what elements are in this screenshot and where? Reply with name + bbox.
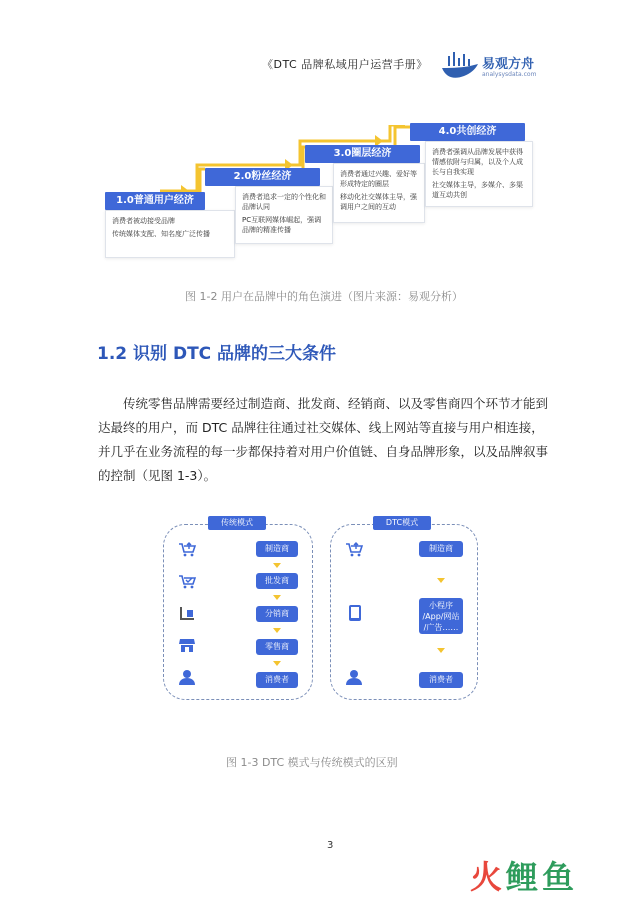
step-1-item-2: 传统媒体支配、知名度广泛传播	[112, 230, 210, 238]
trad-step-distributor: 分销商	[256, 606, 298, 622]
body-paragraph: 传统零售品牌需要经过制造商、批发商、经销商、以及零售商四个环节才能到达最终的用户，而 DTC 品牌往往通过社交媒体、线上网站等直接与用户相连接，并几乎在业务流程的每一步都保持着对用户价值链、自身品牌形象，以及品牌叙事的控制（见图 1-3）。	[98, 396, 549, 483]
step-4-title: 4.0共创经济	[410, 123, 525, 141]
figure-2-caption: 图 1-3 DTC 模式与传统模式的区别	[226, 756, 398, 769]
step-2-item-2: PC互联网媒体崛起，强调品牌的精准传播	[242, 216, 322, 234]
phone-icon	[346, 604, 364, 622]
step-4-item-2: 社交媒体主导，多媒介、多渠道互动共创	[432, 181, 523, 199]
step-2-title: 2.0粉丝经济	[205, 168, 320, 186]
logo-text: 易观方舟	[482, 57, 535, 72]
step-3-box	[333, 163, 425, 223]
cart-check-icon	[178, 572, 196, 590]
step-2-box	[235, 186, 333, 244]
cart-upload-icon	[345, 540, 363, 558]
step-1-item-1: 消费者被动接受品牌	[112, 217, 175, 225]
step-4-item-1: 消费者强调从品牌发展中获得情感依附与归属，以及个人成长与自我实现	[432, 148, 523, 176]
logo-subtext: analysysdata.com	[482, 71, 537, 78]
trad-step-manufacturer: 制造商	[256, 541, 298, 557]
watermark-text: 火鲤鱼	[470, 858, 579, 896]
dtc-arrow-1	[437, 578, 445, 583]
cart-upload-icon	[178, 540, 196, 558]
page-number: 3	[327, 840, 334, 851]
trad-arrow-4	[273, 661, 281, 666]
step-2-item-1: 消费者追求一定的个性化和品牌认同	[242, 193, 326, 211]
step-4-box	[425, 141, 533, 207]
step-3-item-2: 移动化社交媒体主导，强调用户之间的互动	[340, 193, 417, 211]
figure-1-caption: 图 1-2 用户在品牌中的角色演进（图片来源：易观分析）	[185, 290, 463, 303]
user-icon	[345, 668, 363, 686]
trad-step-wholesaler: 批发商	[256, 573, 298, 589]
dtc-step-consumer: 消费者	[419, 672, 463, 688]
dtc-step-manufacturer: 制造商	[419, 541, 463, 557]
trad-step-retailer: 零售商	[256, 639, 298, 655]
whale-logo-icon	[440, 46, 480, 82]
store-icon	[178, 636, 196, 654]
user-icon	[178, 668, 196, 686]
trad-arrow-2	[273, 595, 281, 600]
dtc-step-channels: 小程序 /App/网站 /广告……	[419, 598, 463, 634]
warehouse-icon	[178, 604, 196, 622]
traditional-model-label: 传统模式	[208, 516, 266, 530]
figure-staircase	[105, 125, 535, 260]
dtc-arrow-2	[437, 648, 445, 653]
trad-arrow-3	[273, 628, 281, 633]
trad-step-consumer: 消费者	[256, 672, 298, 688]
section-title: 1.2 识别 DTC 品牌的三大条件	[97, 344, 337, 364]
step-1-title: 1.0普通用户经济	[105, 192, 205, 210]
step-3-title: 3.0圈层经济	[305, 145, 420, 163]
dtc-model-label: DTC模式	[373, 516, 431, 530]
running-header-title: 《DTC 品牌私域用户运营手册》	[262, 58, 428, 71]
step-3-item-1: 消费者通过兴趣、爱好等形成特定的圈层	[340, 170, 417, 188]
watermark-logo	[470, 852, 578, 898]
trad-arrow-1	[273, 563, 281, 568]
step-1-box	[105, 210, 235, 258]
